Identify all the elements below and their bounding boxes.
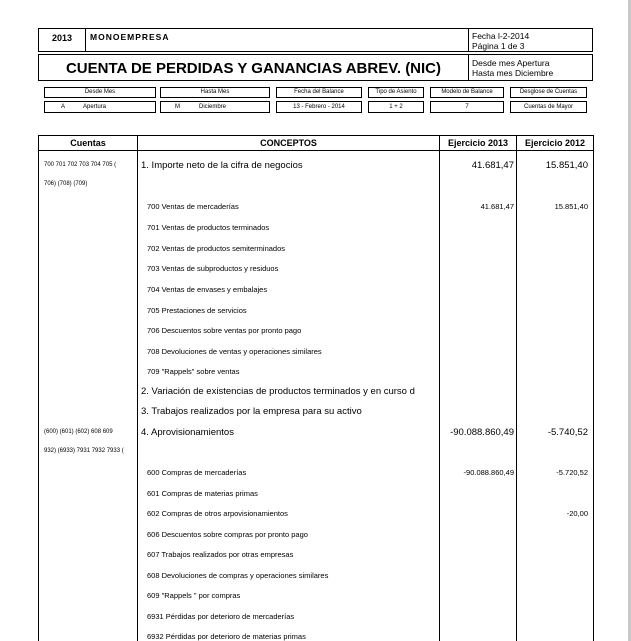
value-2013: -90.088.860,49: [450, 427, 514, 438]
concept-line: 608 Devoluciones de compras y operaciones similares: [147, 571, 329, 580]
concept-line: 6932 Pérdidas por deterioro de materias primas: [147, 632, 306, 641]
param-value-hasta: [160, 101, 270, 113]
concept-line: 703 Ventas de subproductos y residuos: [147, 264, 279, 273]
param-label-tipo: Tipo de Asiento: [368, 87, 424, 98]
param-value-modelo: 7: [430, 101, 504, 113]
column-divider: [137, 150, 138, 641]
param-value-desglose: Cuentas de Mayor: [510, 101, 587, 113]
column-header-conceptos: CONCEPTOS: [137, 135, 440, 151]
value-2013: 41.681,47: [480, 202, 514, 211]
value-2012: 15.851,40: [554, 202, 588, 211]
concept-line: 706 Descuentos sobre ventas por pronto pago: [147, 326, 302, 335]
concept-line: 609 "Rappels " por compras: [147, 591, 241, 600]
concept-heading: 4. Aprovisionamientos: [141, 427, 234, 438]
concept-line: 709 "Rappels" sobre ventas: [147, 367, 240, 376]
value-2012: 15.851,40: [545, 160, 588, 171]
row-cuentas: 706) (708) (709): [44, 181, 88, 187]
param-hasta-value: Diciembre: [199, 104, 227, 110]
value-2012: -5.720,52: [556, 468, 588, 477]
fiscal-year: 2013: [38, 28, 86, 52]
param-desde-code: A: [61, 104, 66, 110]
period-box: [468, 54, 593, 81]
concept-line: 702 Ventas de productos semiterminados: [147, 244, 285, 253]
page-number: Página 1 de 3: [472, 41, 525, 51]
param-value-tipo: 1 + 2: [368, 101, 424, 113]
period-to: Hasta mes Diciembre: [472, 68, 554, 78]
value-2012: -5.740,52: [547, 427, 588, 438]
param-label-fecha: Fecha del Balance: [276, 87, 362, 98]
concept-line: 607 Trabajos realizados por otras empresas: [147, 550, 294, 559]
period-from: Desde mes Apertura: [472, 58, 550, 68]
row-cuentas: 932) (6933) 7931 7932 7933 (: [44, 448, 124, 454]
param-label-desde: Desde Mes: [44, 87, 156, 98]
column-divider: [38, 150, 39, 641]
column-header-2012: Ejercicio 2012: [516, 135, 594, 151]
concept-heading: 1. Importe neto de la cifra de negocios: [141, 160, 303, 171]
report-date: Fecha l-2-2014: [472, 31, 530, 41]
company-name: MONOEMPRESA: [85, 28, 469, 52]
row-cuentas: 700 701 702 703 704 705 (: [44, 162, 117, 168]
report-date-box: [468, 28, 593, 52]
param-value-desde: [44, 101, 156, 113]
param-desde-value: Apertura: [83, 104, 107, 110]
param-value-fecha: 13 - Febrero - 2014: [276, 101, 362, 113]
column-header-cuentas: Cuentas: [38, 135, 138, 151]
report-title: CUENTA DE PERDIDAS Y GANANCIAS ABREV. (NIC): [38, 54, 469, 81]
param-label-desglose: Desglose de Cuentas: [510, 87, 587, 98]
param-hasta-code: M: [175, 104, 180, 110]
concept-line: 704 Ventas de envases y embalajes: [147, 285, 268, 294]
concept-heading: 2. Variación de existencias de productos terminados y en curso d: [141, 386, 415, 397]
concept-line: 6931 Pérdidas por deterioro de mercaderías: [147, 612, 295, 621]
concept-line: 600 Compras de mercaderías: [147, 468, 247, 477]
concept-line: 601 Compras de materias primas: [147, 489, 258, 498]
column-divider: [593, 150, 594, 641]
concept-line: 705 Prestaciones de servicios: [147, 306, 247, 315]
param-label-hasta: Hasta Mes: [160, 87, 270, 98]
concept-line: 708 Devoluciones de ventas y operaciones similares: [147, 347, 322, 356]
row-cuentas: (600) (601) (602) 608 609: [44, 429, 113, 435]
concept-heading: 3. Trabajos realizados por la empresa para su activo: [141, 406, 362, 417]
param-label-modelo: Modelo de Balance: [430, 87, 504, 98]
column-header-2013: Ejercicio 2013: [439, 135, 517, 151]
concept-line: 606 Descuentos sobre compras por pronto pago: [147, 530, 308, 539]
value-2013: -90.088.860,49: [463, 468, 514, 477]
value-2013: 41.681,47: [471, 160, 514, 171]
concept-line: 602 Compras de otros arpovisionamientos: [147, 509, 288, 518]
column-divider: [516, 150, 517, 641]
value-2012: -20,00: [566, 509, 588, 518]
concept-line: 701 Ventas de productos terminados: [147, 223, 270, 232]
concept-line: 700 Ventas de mercaderías: [147, 202, 239, 211]
